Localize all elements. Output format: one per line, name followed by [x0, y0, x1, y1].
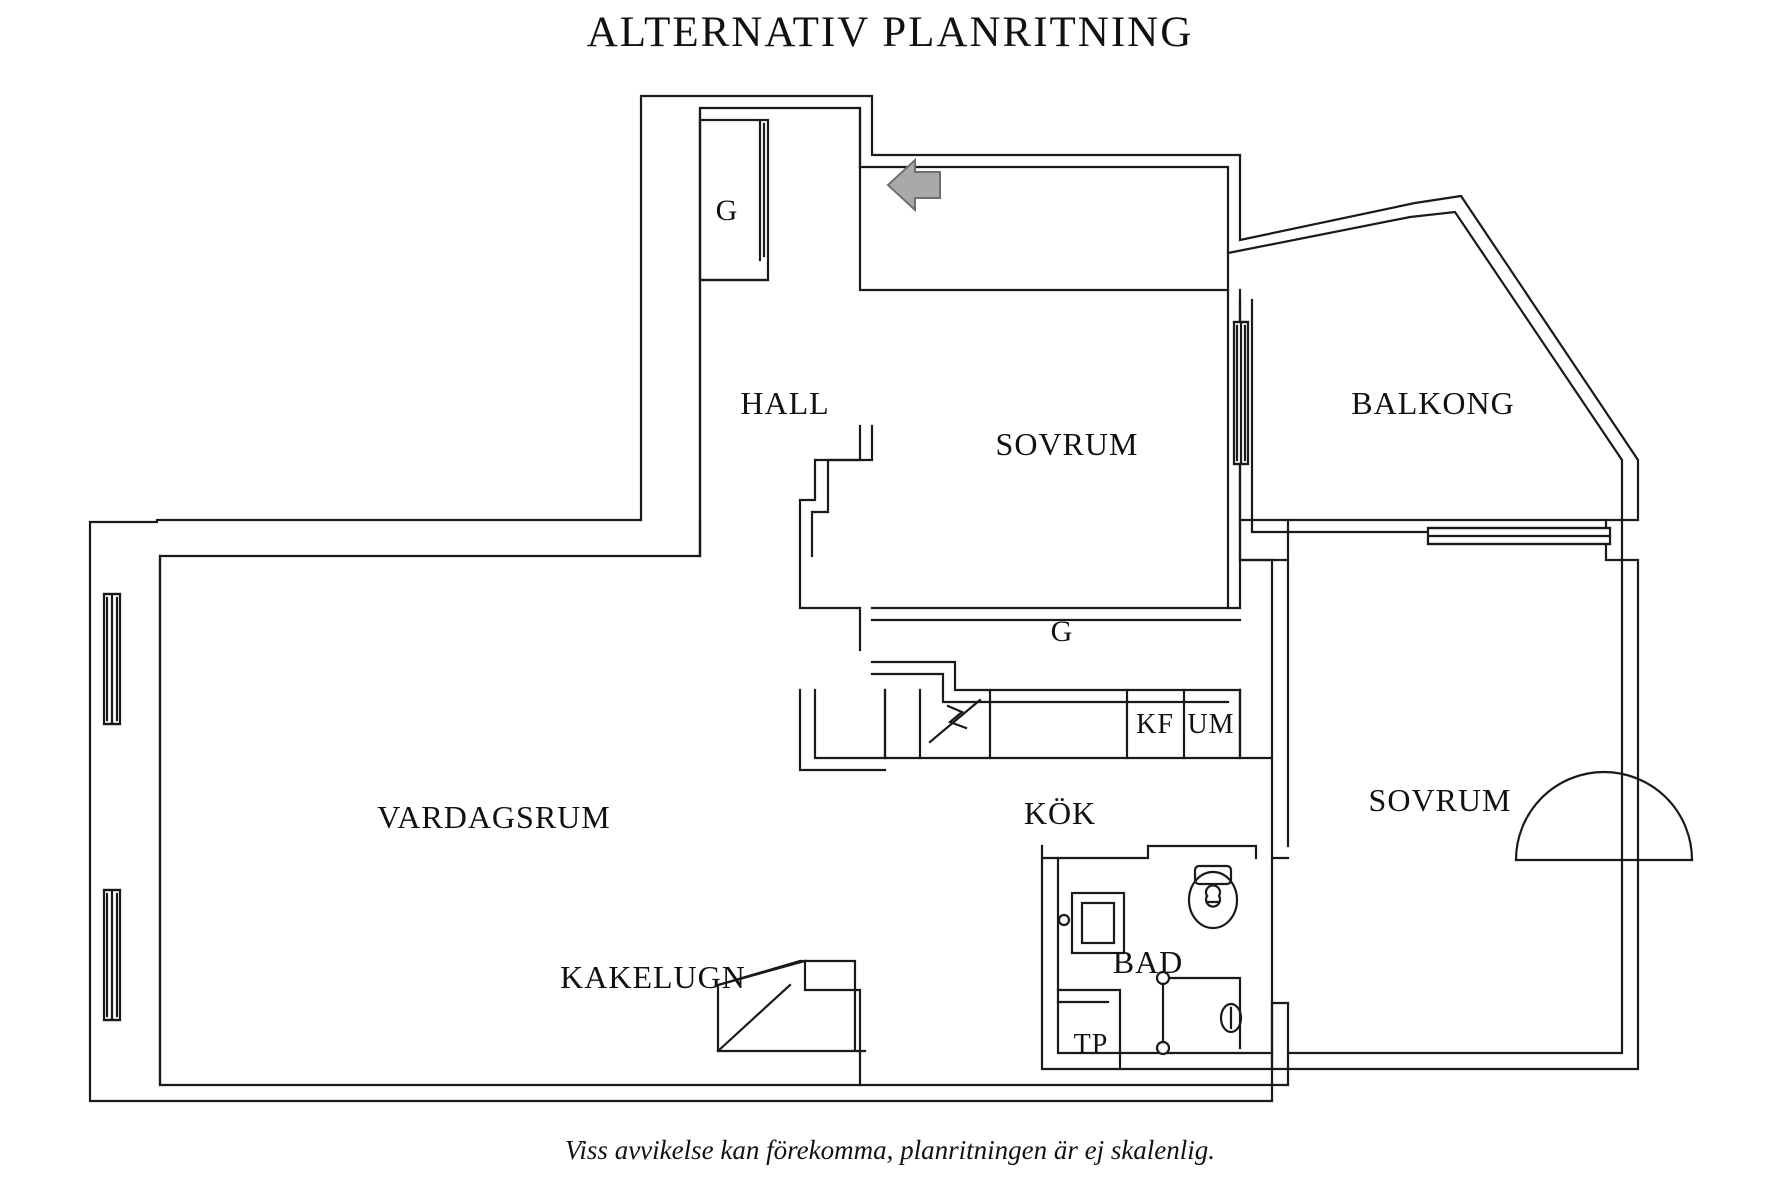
- kitchen-left-wall: [815, 690, 885, 758]
- label-fridge: KF: [1136, 709, 1174, 740]
- label-balcony: BALKONG: [1351, 385, 1515, 421]
- kitchen-closet-wall: [872, 662, 1240, 690]
- shower-fixture: [1157, 972, 1241, 1054]
- label-bedroom-south: SOVRUM: [1368, 782, 1512, 818]
- bedroom-north-wall-left-inner: [812, 426, 872, 556]
- outer-wall-inner: [160, 108, 1622, 1085]
- window-living-room-lower: [104, 890, 120, 1020]
- label-bathroom: BAD: [1112, 944, 1184, 980]
- window-bedroom-south-top: [1428, 528, 1610, 544]
- label-closet-bedroom: G: [1050, 615, 1074, 648]
- label-bedroom-north: SOVRUM: [995, 426, 1139, 462]
- page-title: ALTERNATIV PLANRITNING: [586, 9, 1194, 56]
- label-living-room: VARDAGSRUM: [377, 799, 611, 835]
- outer-wall-outline: [90, 96, 1638, 1101]
- wc-fixture: [1189, 866, 1237, 928]
- disclaimer-note: Viss avvikelse kan förekomma, planritningen är ej skalenlig.: [564, 1135, 1216, 1165]
- wall-kitchen-to-bath: [1240, 690, 1272, 758]
- label-hall: HALL: [740, 385, 830, 421]
- window-living-room-upper: [104, 594, 120, 724]
- bathroom-door-wall: [1148, 846, 1256, 858]
- window-balcony-north: [1234, 322, 1248, 464]
- kitchen-closet-wall2: [872, 674, 1228, 702]
- door-swing-south-bedroom: [1516, 772, 1692, 860]
- label-freezer: UM: [1187, 709, 1235, 740]
- label-kitchen: KÖK: [1023, 795, 1097, 831]
- entry-wall-top: [860, 240, 1228, 290]
- label-washing-machine: TP: [1073, 1029, 1109, 1060]
- label-closet-hall: G: [715, 194, 739, 227]
- stove-fixture: [930, 700, 980, 742]
- south-bedroom-left-wall: [1272, 560, 1288, 858]
- label-tiled-stove: KAKELUGN: [560, 959, 746, 995]
